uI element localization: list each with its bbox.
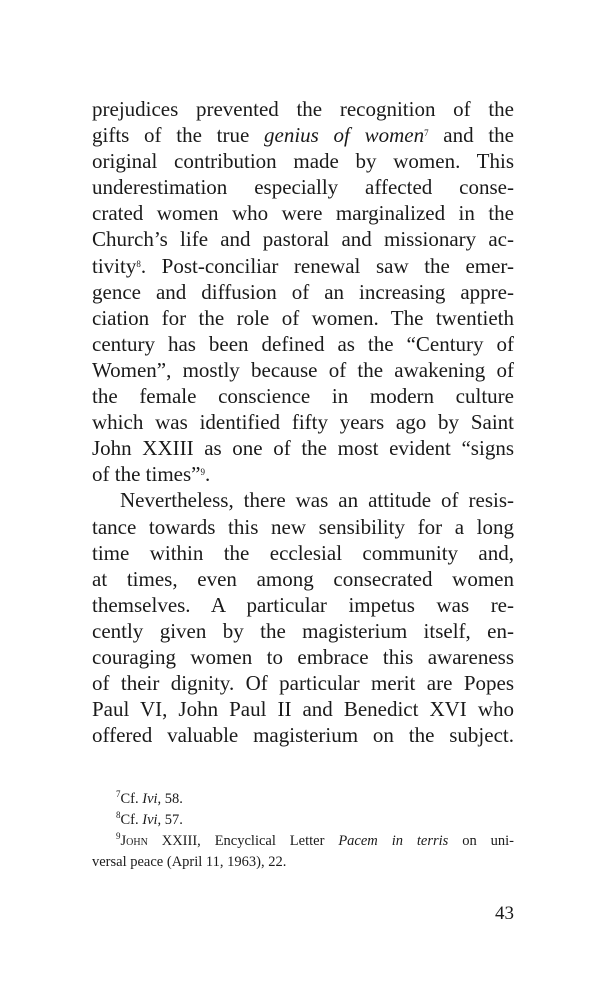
footnotes [92,789,514,873]
footnote-ref: 9 [200,467,205,478]
text-line: gifts of the true genius of women$^7$ and the [92,123,514,148]
text-line: couraging women to embrace this awareness [92,644,514,669]
text-line: at times, even among consecrated women [92,566,514,591]
footnote-number: 7 [116,789,121,799]
text-line: the female conscience in modern culture [92,384,514,409]
text-line: Church’s life and pastoral and missionary ac- [92,227,514,252]
text-line: tivity$^8$. Post-conciliar renewal saw the emer- [92,253,514,278]
text-line: prejudices prevented the recognition of the [92,97,514,121]
text-line: offered valuable magisterium on the subject. [92,723,514,748]
text-line: of their dignity. Of particular merit are Popes [92,671,514,696]
text-line: ciation for the role of women. The twentieth [92,305,514,330]
text-line: which was identified fifty years ago by Saint [92,410,514,435]
text-line: tance towards this new sensibility for a long [92,514,514,539]
text-line: time within the ecclesial community and, [92,540,514,565]
footnote-number: 8 [116,810,121,820]
page-number: 43 [495,903,514,924]
text-line: crated women who were marginalized in the [92,201,514,226]
footnote: $^7$Cf. Ivi, 58. [116,789,183,807]
footnote-continuation: versal peace (April 11, 1963), 22. [92,854,287,870]
emphasis: genius of women [264,123,425,148]
text-line: century has been defined as the “Century of [92,331,514,356]
footnote: $^8$Cf. Ivi, 57. [116,810,183,828]
footnote-number: 9 [116,831,121,841]
footnote-author: John XXIII [120,833,198,849]
text-line: Nevertheless, there was an attitude of resis- [120,488,514,513]
body-text [92,96,514,748]
text-line: cently given by the magisterium itself, en- [92,618,514,643]
text-line: of the times”$^9$. [92,462,211,487]
text-line: Women”, mostly because of the awakening of [92,357,514,382]
text-line: themselves. A particular impetus was re- [92,592,514,617]
text-line: gence and diffusion of an increasing appre- [92,279,514,304]
text-line: underestimation especially affected conse- [92,175,514,200]
text-line: original contribution made by women. This [92,149,514,174]
footnote-ref: 7 [424,128,429,139]
footnote-ref: 8 [136,258,141,269]
text-line: John XXIII as one of the most evident “signs [92,436,514,461]
text-line: Paul VI, John Paul II and Benedict XVI who [92,697,514,722]
footnote: $^9$John XXIII, Encyclical Letter Pacem in terris on uni- [116,831,514,849]
